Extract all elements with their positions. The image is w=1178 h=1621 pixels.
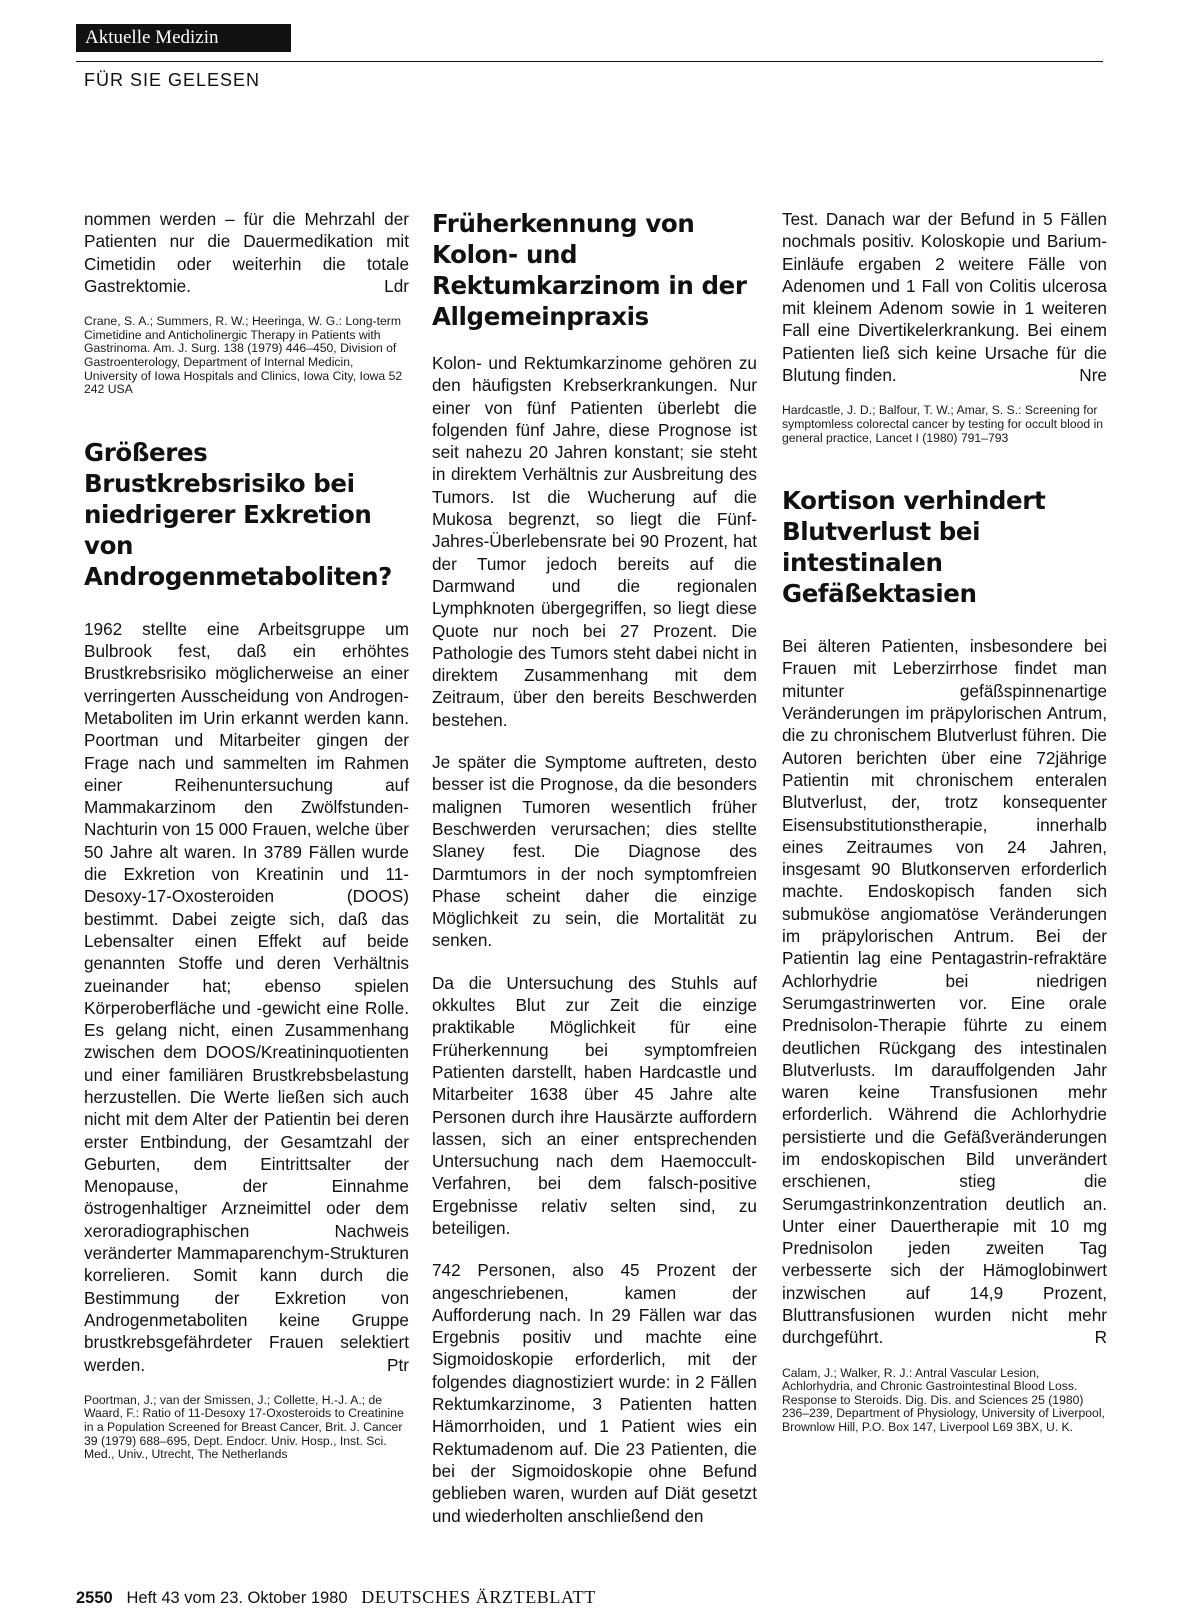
column-3 [782,208,1107,1435]
page-number: 2550 [76,1589,113,1607]
author-signature: Ldr [384,275,409,296]
article-headline: Größeres Brustkrebsrisiko bei niedrigerer Exkretion von Androgenmetaboliten? [84,437,392,591]
author-signature: Nre [1079,365,1107,386]
column-2 [432,208,757,1527]
paragraph-text: Bei älteren Patienten, insbesondere bei Frauen mit Leberzirrhose findet man mitunter gefäßspinnenartige Veränderungen im präpylorischen Antrum, die zu chronischem Blutverlust führen. Die Autoren berichten über eine 72jährige Patientin mit chronischem enteralen Blutverlust, der, trotz konsequenter Eisensubstitutionstherapie, innerhalb eines Zeitraumes von 24 Jahren, insgesamt 90 Blutkonserven erforderlich machte. Endoskopisch fanden sich submuköse angiomatöse Veränderungen im präpylorischen Antrum. Bei der Patientin lag eine Pentagastrin-refraktäre Achlorhydrie bei niedrigen Serumgastrinwerten vor. Eine orale Prednisolon-Therapie führte zu einem deutlichen Rückgang des intestinalen Blutverlusts. Im darauffolgenden Jahr waren keine Transfusionen mehr erforderlich. Während die Achlorhydrie persistierte und die Gefäßveränderungen im endoskopischen Bild unverändert erschienen, stieg die Serumgastrinkonzentration deutlich an. Unter einer Dauertherapie mit 10 mg Prednisolon jeden zweiten Tag verbesserte sich der Hämoglobinwert inzwischen auf 14,9 Prozent, Bluttransfusionen wurden nicht mehr durchgeführt. [782,636,1107,1348]
reference-citation: Poortman, J.; van der Smissen, J.; Collette, H.-J. A.; de Waard, F.: Ratio of 11-Desoxy 17-Oxosteroids to Creatinine in a Population Screened for Breast Cancer, Brit. J. Cancer 39 (1979) 688–695, Dept. Endocr. Univ. Hosp., Inst. Sci. Med., Univ., Utrecht, The Netherlands [84,1392,404,1462]
journal-name: DEUTSCHES ÄRZTEBLATT [361,1587,596,1607]
author-signature: R [1094,1327,1107,1348]
header-rule [76,61,1103,62]
paragraph: 742 Personen, also 45 Prozent der angeschriebenen, kamen der Aufforderung nach. In 29 Fällen war das Ergebnis positiv und machte eine Sigmoidoskopie erforderlich, mit der folgendes diagnostiziert wurde: in 2 Fällen Rektumkarzinome, 3 Patienten hatten Hämorrhoiden, und 1 Patient wies ein Rektumadenom auf. Die 23 Patienten, die bei der Sigmoidoskopie ohne Befund geblieben waren, wurden auf Diät gesetzt und wiederholten anschließend den [432,1260,757,1526]
section-tag: Aktuelle Medizin [76,24,291,52]
paragraph-text: 1962 stellte eine Arbeitsgruppe um Bulbrook fest, daß ein erhöhtes Brustkrebsrisiko möglicherweise an einer verringerten Ausscheidung von Androgen-Metaboliten im Urin erkannt werden kann. Poortman und Mitarbeiter gingen der Frage nach und sammelten im Rahmen einer Reihenuntersuchung auf Mammakarzinom den Zwölfstunden-Nachturin von 15 000 Frauen, welche über 50 Jahre alt waren. In 3789 Fällen wurde die Exkretion von Kreatinin und 11-Desoxy-17-Oxosteroiden (DOOS) bestimmt. Dabei zeigte sich, daß das Lebensalter einen Effekt auf beide genannten Stoffe und deren Verhältnis zueinander hat; ebenso spielen Körperoberfläche und -gewicht eine Rolle. Es gelang nicht, einen Zusammenhang zwischen dem DOOS/Kreatininquotienten und einer familiären Brustkrebsbelastung herzustellen. Die Werte ließen sich auch nicht mit dem Alter der Patientin bei deren erster Entbindung, der Gesamtzahl der Geburten, dem Eintrittsalter der Menopause, der Einnahme östrogenhaltiger Arzneimittel oder dem xeroradiographischen Nachweis veränderter Mammaparenchym-Strukturen korrelieren. Somit kann durch die Bestimmung der Exkretion von Androgenmetaboliten keine Gruppe brustkrebsgefährdeter Frauen selektiert werden. [84,618,409,1375]
page-footer [76,1587,596,1608]
article-body [84,618,409,1376]
reference-citation: Calam, J.; Walker, R. J.: Antral Vascular Lesion, Achlorhydria, and Chronic Gastrointestinal Blood Loss. Response to Steroids. Dig. Dis. and Sciences 25 (1980) 236–239, Department of Physiology, University of Liverpool, Brownlow Hill, P.O. Box 147, Liverpool L69 3BX, U. K. [782,1365,1105,1435]
paragraph: Da die Untersuchung des Stuhls auf okkultes Blut zur Zeit die einzige praktikable Möglichkeit für eine Früherkennung bei symptomfreien Patienten darstellt, haben Hardcastle und Mitarbeiter 1638 über 45 Jahre alte Personen durch ihre Hausärzte auffordern lassen, sich an einer entsprechenden Untersuchung nach dem Haemoccult-Verfahren, bei dem falsch-positive Ergebnisse relativ selten sind, zu beteiligen. [432,972,757,1238]
paragraph: Je später die Symptome auftreten, desto besser ist die Prognose, da die besonders malignen Tumoren wesentlich früher Beschwerden verursachen; dies stellte Slaney fest. Die Diagnose des Darmtumors in der noch symptomfreien Phase scheint daher die einzige Möglichkeit zu sein, die Mortalität zu senken. [432,752,757,951]
paragraph [782,208,1107,386]
issue-info: Heft 43 vom 23. Oktober 1980 [126,1589,348,1607]
paragraph-text: nommen werden – für die Mehrzahl der Patienten nur die Dauermedikation mit Cimetidin oder weiterhin die totale Gastrektomie. [84,209,409,296]
reference-citation: Crane, S. A.; Summers, R. W.; Heeringa, W. G.: Long-term Cimetidine and Anticholinergic Therapy in Patients with Gastrinoma. Am. J. Surg. 138 (1979) 446–450, Division of Gastroenterology, Department of Internal Medicin, University of Iowa Hospitals and Clinics, Iowa City, Iowa 52 242 USA [84,314,403,397]
column-1 [84,208,409,1462]
reference-citation: Hardcastle, J. D.; Balfour, T. W.; Amar, S. S.: Screening for symptomless colorectal cancer by testing for occult blood in general practice, Lancet I (1980) 791–793 [782,403,1104,445]
paragraph: Kolon- und Rektumkarzinome gehören zu den häufigsten Krebserkrankungen. Nur einer von fünf Patienten überlebt die folgenden fünf Jahre, diese Prognose ist seit nahezu 20 Jahren konstant; sie steht in direktem Verhältnis zur Ausbreitung des Tumors. Ist die Wucherung auf die Mukosa begrenzt, so liegt die Fünf-Jahres-Überlebensrate bei 90 Prozent, hat der Tumor jedoch bereits auf die Darmwand und die regionalen Lymphknoten übergegriffen, so liegt diese Quote nur noch bei 27 Prozent. Die Pathologie des Tumors steht dabei nicht in direktem Zusammenhang mit dem Zeitraum, über den bereits Beschwerden bestehen. [432,353,757,730]
article-body [782,635,1107,1349]
article-headline: Kortison verhindert Blutverlust bei intestinalen Gefäßektasien [782,486,1046,609]
article-headline: Früherkennung von Kolon- und Rektumkarzinom in der Allgemeinpraxis [432,209,747,331]
subsection-title: FÜR SIE GELESEN [84,70,261,90]
paragraph-text: Test. Danach war der Befund in 5 Fällen nochmals positiv. Koloskopie und Barium-Einläufe ergaben 2 weitere Fälle von Adenomen und 1 Fall von Colitis ulcerosa mit kleinem Adenom sowie in 1 weiteren Fall eine Divertikelerkrankung. Bei einem Patienten ließ sich keine Ursache für die Blutung finden. [782,209,1107,386]
author-signature: Ptr [387,1354,409,1375]
article-continuation [84,208,409,297]
